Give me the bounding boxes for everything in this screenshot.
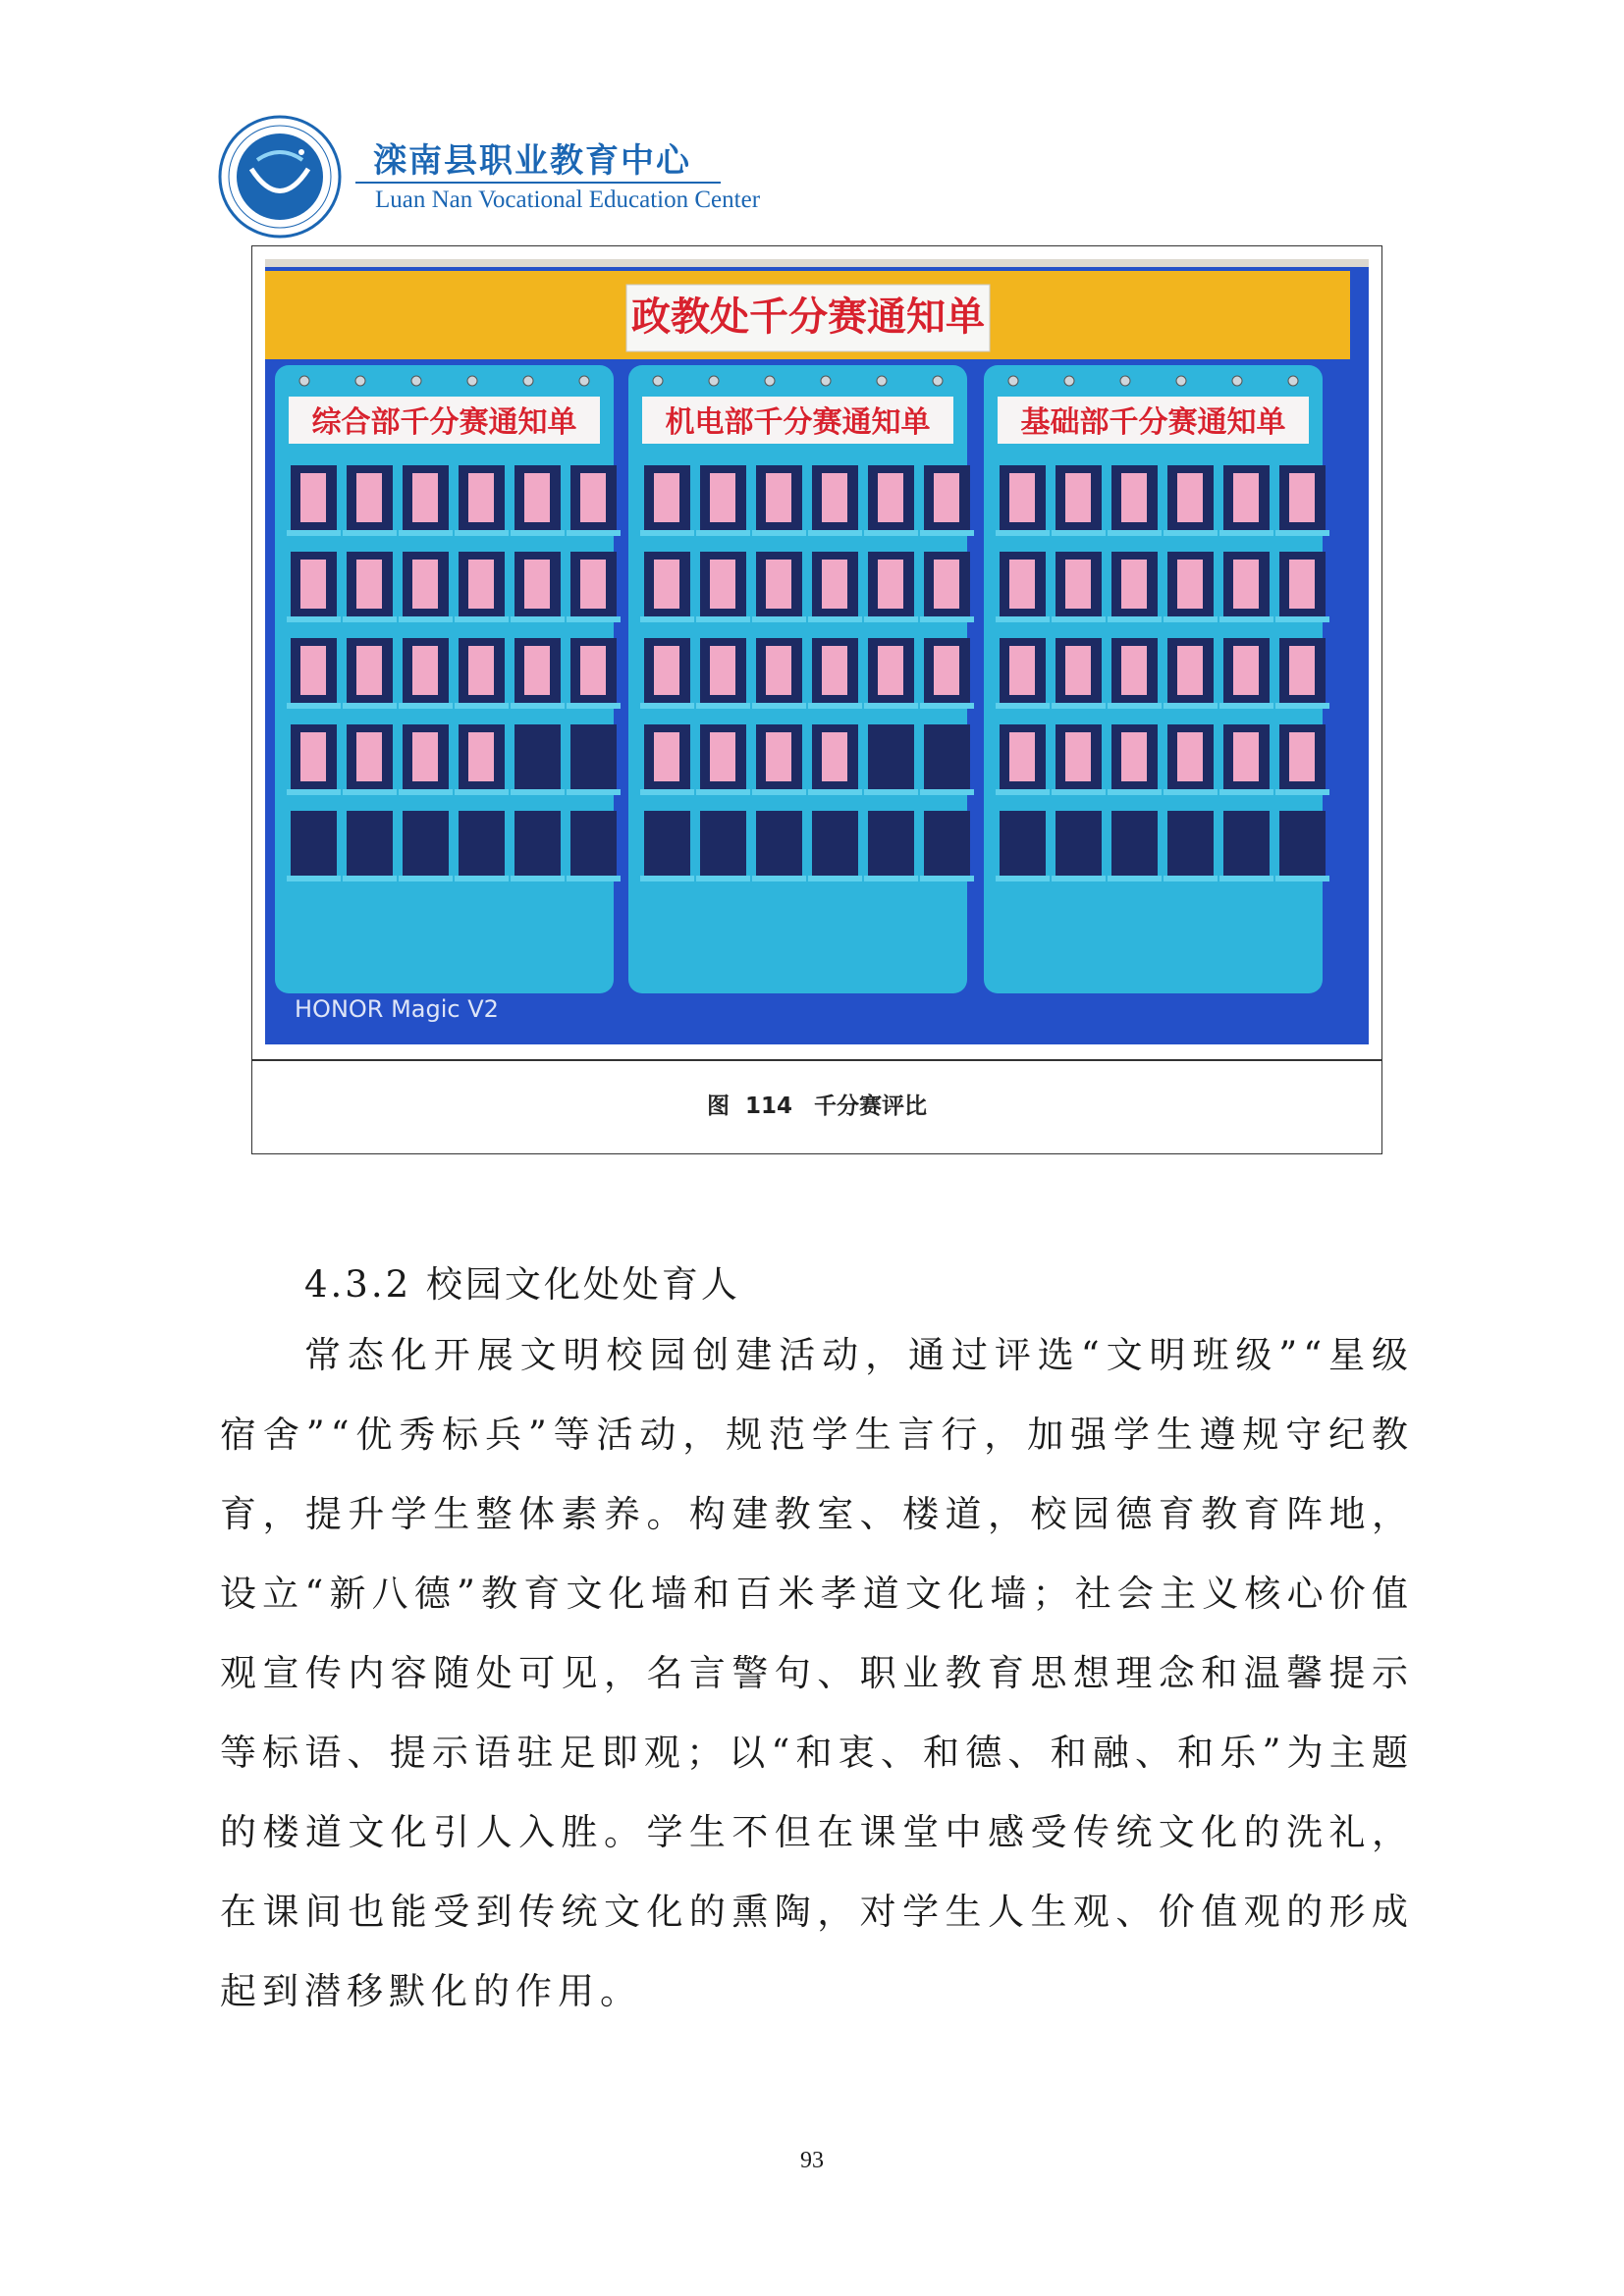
- caption-number: 114: [744, 1094, 792, 1119]
- org-name-cn: 滦南县职业教育中心: [373, 141, 691, 181]
- board-title: 基础部千分赛通知单: [1020, 405, 1286, 440]
- header-divider: [355, 182, 721, 184]
- body-paragraph: 常态化开展文明校园创建活动，通过评选“文明班级”“星级宿舍”“优秀标兵”等活动，规范学生言行，加强学生遵规守纪教育，提升学生整体素养。构建教室、楼道，校园德育教育阵地，设立“新八德”教育文化墙和百米孝道文化墙；社会主义核心价值观宣传内容随处可见，名言警句、职业教育思想理念和温馨提示等标语、提示语驻足即观；以“和衷、和德、和融、和乐”为主题的楼道文化引人入胜。学生不但在课堂中感受传统文化的洗礼，在课间也能受到传统文化的熏陶，对学生人生观、价值观的形成起到潜移默化的作用。: [220, 1334, 1414, 2012]
- caption-label: 图: [706, 1094, 730, 1119]
- main-sign-text: 政教处千分赛通知单: [631, 294, 985, 340]
- caption-text: 千分赛评比: [814, 1094, 928, 1119]
- board-title: 机电部千分赛通知单: [665, 405, 931, 440]
- page-number: 93: [800, 2148, 824, 2173]
- section-heading: 4.3.2 校园文化处处育人: [304, 1263, 740, 1306]
- photo-watermark: HONOR Magic V2: [295, 995, 499, 1023]
- figure-caption: [251, 1088, 1382, 1120]
- board-title: 综合部千分赛通知单: [311, 405, 577, 440]
- notice-board-photo: [265, 259, 1369, 1044]
- pocket-board: [984, 365, 1329, 993]
- school-logo: [218, 115, 342, 239]
- photo-notice-boards: [265, 259, 1369, 1044]
- school-emblem-icon: [218, 115, 342, 239]
- pocket-board: [275, 365, 621, 993]
- figure-caption-divider: [251, 1059, 1382, 1061]
- org-name-en: Luan Nan Vocational Education Center: [375, 187, 761, 213]
- pocket-board: [628, 365, 974, 993]
